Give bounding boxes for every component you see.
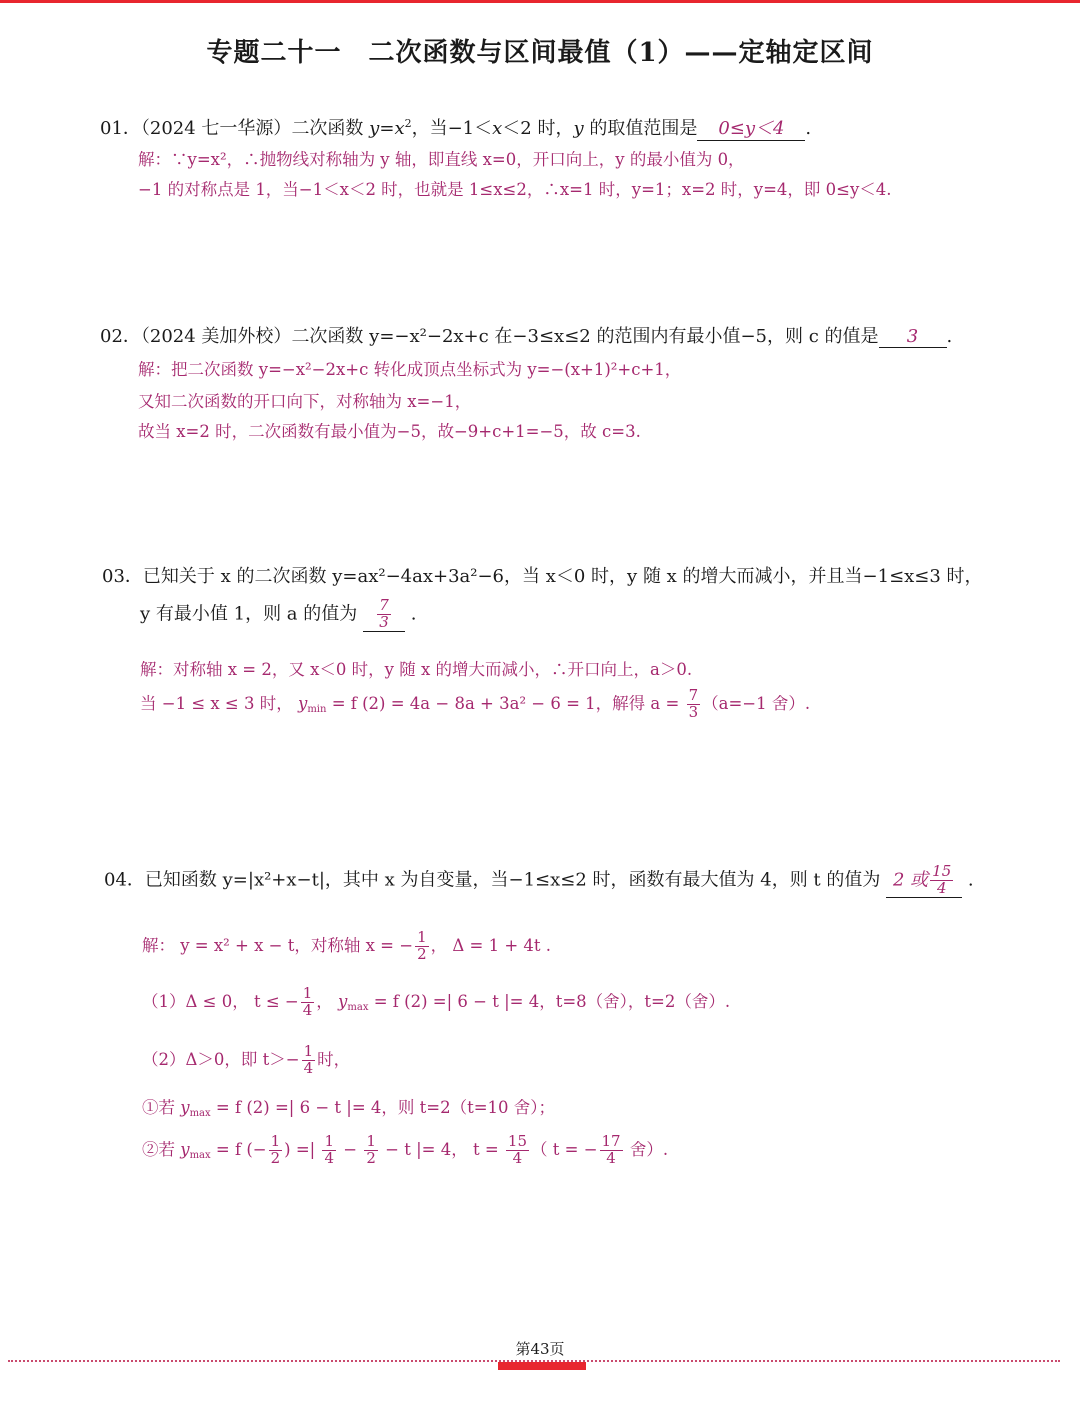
q1-answer: 0≤y＜4 bbox=[697, 114, 805, 141]
q4-sol-text: ) =| bbox=[284, 1139, 321, 1159]
q4-ymax: y bbox=[180, 1139, 190, 1159]
q4-sol-text: = f (2) =| 6 − t |= 4，t=8（舍），t=2（舍）. bbox=[368, 991, 731, 1011]
q4-frac-den: 2 bbox=[270, 1148, 281, 1167]
q4-frac-den: 4 bbox=[606, 1148, 616, 1167]
q1-text: 的取值范围是 bbox=[589, 118, 698, 139]
q3-solution-line-2 bbox=[140, 688, 810, 721]
q4-frac-num: 1 bbox=[324, 1132, 335, 1150]
q4-sol-text: ， bbox=[316, 991, 339, 1011]
page-title: 专题二十一 二次函数与区间最值（1）——定轴定区间 bbox=[206, 38, 874, 68]
q4-answer-text: 2 或 bbox=[892, 869, 929, 891]
q4-max-sub: max bbox=[189, 1149, 211, 1161]
q4-sol-text: ， Δ = 1 + 4t . bbox=[430, 935, 552, 955]
page-number: 第43页 bbox=[515, 1340, 565, 1358]
q2-source: （2024 美加外校） bbox=[140, 326, 292, 347]
q4-frac-num: 1 bbox=[366, 1132, 376, 1150]
q2-text: 二次函数 y=−x²−2x+c 在−3≤x≤2 的范围内有最小值−5，则 c 的值是 bbox=[291, 326, 879, 347]
q4-max-sub: max bbox=[189, 1108, 211, 1119]
question-3-line-2: y 有最小值 1，则 a 的值为 $\frac{7}{3}$ . bbox=[140, 596, 417, 631]
q1-solution-line-2: −1 的对称点是 1，当−1＜x＜2 时，也就是 1≤x≤2，∴x=1 时，y=1；x=2 时，y=4，即 0≤y＜4. bbox=[138, 180, 892, 199]
q4-frac-den: 2 bbox=[417, 944, 427, 963]
q4-sol-text: − bbox=[338, 1139, 363, 1159]
q4-solution-line-1 bbox=[142, 930, 551, 963]
q4-max-sub: max bbox=[347, 1001, 369, 1013]
q3-sol-text: （a=−1 舍）. bbox=[702, 693, 811, 713]
top-border bbox=[0, 0, 1080, 3]
q4-sol-text: = f (− bbox=[210, 1139, 267, 1159]
q1-solution-line-1: 解：∵y=x²，∴抛物线对称轴为 y 轴，即直线 x=0，开口向上，y 的最小值为 0， bbox=[138, 150, 745, 169]
q3-text: y 有最小值 1，则 a 的值为 bbox=[140, 603, 358, 625]
q3-sol-text: = f (2) = 4a − 8a + 3a² − 6 = 1，解得 a = bbox=[326, 693, 685, 713]
q4-frac-num: 17 bbox=[601, 1132, 621, 1150]
q4-sol-text: − t |= 4， t = bbox=[379, 1139, 504, 1159]
q4-frac-den: 4 bbox=[302, 1000, 313, 1019]
q1-text: 二次函数 bbox=[291, 118, 364, 139]
q2-solution-line-1: 解：把二次函数 y=−x²−2x+c 转化成顶点坐标式为 y=−(x+1)²+c+1， bbox=[138, 360, 682, 379]
q3-ymin: y bbox=[298, 693, 308, 713]
q4-sol-text: ①若 bbox=[142, 1098, 181, 1117]
q4-frac-den: 4 bbox=[512, 1148, 523, 1167]
q4-subcase-2 bbox=[142, 1134, 668, 1167]
q4-frac-num: 1 bbox=[417, 928, 427, 946]
question-1: 01．（2024 七一华源）二次函数 $y=x^2$，当−1＜x＜2 时，y 的取值范围是 0≤y＜4 . bbox=[100, 114, 811, 141]
q4-sol-text: （ t = − bbox=[531, 1139, 598, 1159]
q2-number: 02． bbox=[100, 326, 141, 347]
q3-sol-text: 当 −1 ≤ x ≤ 3 时， bbox=[140, 693, 293, 713]
q3-answer-numerator: 7 bbox=[379, 596, 389, 614]
question-3 bbox=[102, 562, 983, 588]
q4-sol-text: 时， bbox=[317, 1049, 351, 1069]
q4-frac-den: 4 bbox=[324, 1148, 335, 1167]
q4-frac-num: 1 bbox=[302, 984, 313, 1002]
q3-solution-line-1: 解：对称轴 x = 2，又 x＜0 时，y 随 x 的增大而减小，∴开口向上，a＞0. bbox=[140, 660, 693, 679]
q4-case-1 bbox=[142, 986, 730, 1019]
q1-text: ，当−1＜ bbox=[411, 118, 493, 139]
q4-subcase-1 bbox=[142, 1094, 555, 1119]
q4-sol-text: ②若 bbox=[142, 1139, 181, 1159]
q3-text: 已知关于 x 的二次函数 y=ax²−4ax+3a²−6，当 x＜0 时，y 随 x 的增大而减小，并且当−1≤x≤3 时， bbox=[142, 566, 983, 587]
q3-sol-frac-den: 3 bbox=[688, 702, 699, 721]
q3-min-sub: min bbox=[307, 703, 327, 715]
q4-answer-den: 4 bbox=[936, 878, 947, 897]
question-4: 04．已知函数 y=|x²+x−t|，其中 x 为自变量，当−1≤x≤2 时，函数有最大值为 4，则 t 的值为 2 或 $\frac{15}{4}$ . bbox=[104, 862, 974, 897]
q1-number: 01． bbox=[100, 118, 141, 139]
q4-number: 04． bbox=[104, 869, 145, 891]
q3-sol-frac-num: 7 bbox=[688, 686, 699, 704]
question-2: 02．（2024 美加外校）二次函数 y=−x²−2x+c 在−3≤x≤2 的范围内有最小值−5，则 c 的值是 3 . bbox=[100, 326, 953, 347]
q3-answer bbox=[363, 598, 405, 632]
q4-sol-text: （2）Δ＞0，即 t＞− bbox=[142, 1049, 300, 1069]
q1-source: （2024 七一华源） bbox=[140, 118, 292, 139]
q4-ymax: y bbox=[338, 991, 348, 1011]
q4-frac-den: 2 bbox=[366, 1148, 376, 1167]
q4-ymax: y bbox=[180, 1098, 190, 1117]
q2-answer: 3 bbox=[879, 326, 947, 348]
q4-frac-num: 1 bbox=[270, 1132, 281, 1150]
q2-solution-line-2: 又知二次函数的开口向下，对称轴为 x=−1， bbox=[138, 392, 472, 411]
q3-answer-denominator: 3 bbox=[379, 612, 389, 631]
q4-frac-den: 4 bbox=[303, 1058, 314, 1077]
q4-text: 已知函数 y=|x²+x−t|，其中 x 为自变量，当−1≤x≤2 时，函数有最大值为 4，则 t 的值为 bbox=[144, 869, 881, 891]
q3-number: 03． bbox=[102, 566, 143, 587]
q4-case-2 bbox=[142, 1044, 350, 1077]
footer-accent-bar bbox=[498, 1362, 586, 1370]
q4-sol-text: 解： y = x² + x − t，对称轴 x = − bbox=[142, 935, 414, 955]
q4-frac-num: 1 bbox=[303, 1042, 314, 1060]
q4-frac-num: 15 bbox=[507, 1132, 527, 1150]
q4-sol-text: （1）Δ ≤ 0， t ≤ − bbox=[142, 991, 299, 1011]
q1-text: ＜2 时， bbox=[502, 118, 574, 139]
q4-sol-text: 舍）. bbox=[624, 1139, 669, 1159]
q2-solution-line-3: 故当 x=2 时，二次函数有最小值为−5，故−9+c+1=−5，故 c=3. bbox=[138, 422, 641, 441]
q4-answer bbox=[886, 864, 962, 898]
q4-sol-text: = f (2) =| 6 − t |= 4，则 t=2（t=10 舍）； bbox=[210, 1098, 556, 1117]
q4-answer-num: 15 bbox=[932, 862, 952, 880]
